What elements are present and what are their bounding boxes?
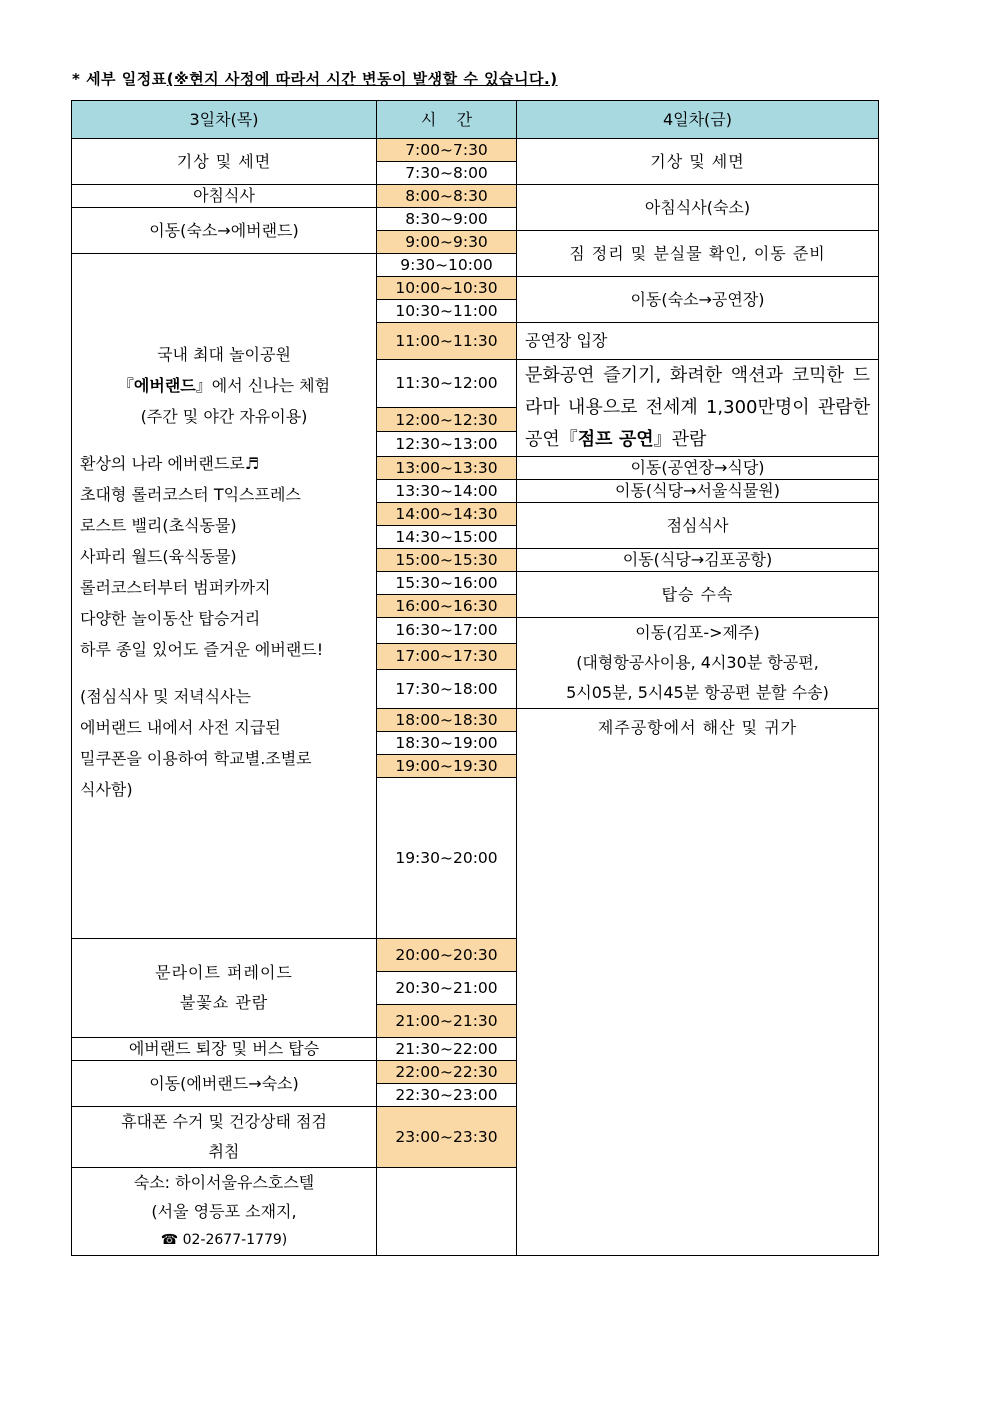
page-title [72, 68, 558, 89]
time-slot: 12:30~13:00 [377, 432, 517, 457]
time-slot: 9:00~9:30 [377, 231, 517, 254]
list-item: 초대형 롤러코스터 T익스프레스 [80, 485, 301, 504]
day4-flight [517, 618, 879, 709]
time-slot: 21:00~21:30 [377, 1005, 517, 1038]
time-slot: 22:30~23:00 [377, 1084, 517, 1107]
day3-breakfast: 아침식사 [72, 185, 377, 208]
everland-line1: 국내 최대 놀이공원 [157, 345, 291, 364]
time-slot: 16:30~17:00 [377, 618, 517, 644]
time-slot: 11:30~12:00 [377, 360, 517, 408]
everland-line3: (주간 및 야간 자유이용) [140, 407, 308, 426]
time-slot: 14:30~15:00 [377, 526, 517, 549]
day4-move-to-restaurant: 이동(공연장→식당) [517, 457, 879, 480]
title-prefix: * 세부 일정표 [72, 70, 167, 88]
header-time: 시 간 [377, 101, 517, 139]
time-slot: 10:00~10:30 [377, 277, 517, 300]
day3-phone-check [72, 1107, 377, 1168]
day4-dismiss: 제주공항에서 해산 및 귀가 [517, 709, 879, 1256]
day3-lodging [72, 1168, 377, 1256]
time-slot: 17:00~17:30 [377, 643, 517, 669]
parade-line2: 불꽃쇼 관람 [179, 993, 269, 1012]
time-slot: 20:00~20:30 [377, 939, 517, 972]
time-slot: 14:00~14:30 [377, 503, 517, 526]
lodging-line2: (서울 영등포 소재지, [151, 1202, 297, 1221]
meal-line: (점심식사 및 저녁식사는 [80, 687, 251, 706]
list-item: 로스트 밸리(초식동물) [80, 516, 237, 535]
time-slot: 22:00~22:30 [377, 1061, 517, 1084]
list-item: 롤러코스터부터 범퍼카까지 [80, 578, 271, 597]
time-slot: 12:00~12:30 [377, 407, 517, 432]
time-slot: 23:00~23:30 [377, 1107, 517, 1168]
everland-line2-rest: 』에서 신나는 체험 [195, 376, 331, 395]
day4-packing: 짐 정리 및 분실물 확인, 이동 준비 [517, 231, 879, 277]
day3-parade [72, 939, 377, 1038]
list-item: 하루 종일 있어도 즐거운 에버랜드! [80, 640, 324, 659]
header-day3: 3일차(목) [72, 101, 377, 139]
title-note: (※현지 사정에 따라서 시간 변동이 발생할 수 있습니다.) [166, 70, 558, 88]
time-slot: 10:30~11:00 [377, 300, 517, 323]
lodging-line3: ☎ 02-2677-1779) [160, 1232, 288, 1248]
flight-line3: 5시05분, 5시45분 항공편 분할 수송) [566, 683, 829, 702]
everland-name: 에버랜드 [133, 376, 196, 395]
day3-move-to-hostel: 이동(에버랜드→숙소) [72, 1061, 377, 1107]
time-slot: 9:30~10:00 [377, 254, 517, 277]
phone-check-line2: 취침 [208, 1142, 240, 1161]
list-item: 다양한 놀이동산 탑승거리 [80, 609, 261, 628]
header-day4: 4일차(금) [517, 101, 879, 139]
meal-line: 에버랜드 내에서 사전 지급된 [80, 718, 281, 737]
day4-move-to-botanic: 이동(식당→서울식물원) [517, 480, 879, 503]
everland-line2 [80, 370, 368, 401]
empty-time-cell [377, 1168, 517, 1256]
phone-check-line1: 휴대폰 수거 및 건강상태 점검 [121, 1112, 327, 1131]
day4-enter-theater: 공연장 입장 [517, 323, 879, 360]
time-slot: 15:00~15:30 [377, 549, 517, 572]
day4-move-to-theater: 이동(숙소→공연장) [517, 277, 879, 323]
time-slot: 20:30~21:00 [377, 972, 517, 1005]
day3-exit: 에버랜드 퇴장 및 버스 탑승 [72, 1038, 377, 1061]
meal-line: 식사함) [80, 780, 133, 799]
time-slot: 21:30~22:00 [377, 1038, 517, 1061]
time-slot: 8:00~8:30 [377, 185, 517, 208]
day4-move-to-gimpo: 이동(식당→김포공항) [517, 549, 879, 572]
list-item: 사파리 월드(육식동물) [80, 547, 237, 566]
day4-breakfast: 아침식사(숙소) [517, 185, 879, 231]
time-slot: 15:30~16:00 [377, 572, 517, 595]
time-slot: 11:00~11:30 [377, 323, 517, 360]
list-item: 환상의 나라 에버랜드로♬ [80, 454, 260, 473]
schedule-table [71, 100, 879, 1256]
show-suffix: 』관람 [653, 429, 707, 450]
flight-line1: 이동(김포->제주) [635, 623, 760, 642]
show-name: 점프 공연 [577, 429, 654, 450]
time-slot: 16:00~16:30 [377, 595, 517, 618]
time-slot: 19:00~19:30 [377, 755, 517, 778]
bracket-open: 『 [117, 376, 134, 395]
day4-lunch: 점심식사 [517, 503, 879, 549]
time-slot: 13:00~13:30 [377, 457, 517, 480]
meal-line: 밀쿠폰을 이용하여 학교별.조별로 [80, 749, 312, 768]
time-slot: 8:30~9:00 [377, 208, 517, 231]
time-slot: 13:30~14:00 [377, 480, 517, 503]
everland-intro [80, 339, 368, 432]
time-slot: 19:30~20:00 [377, 778, 517, 939]
time-slot: 7:30~8:00 [377, 162, 517, 185]
day4-boarding: 탑승 수속 [517, 572, 879, 618]
day3-everland-block [72, 254, 377, 939]
time-slot: 18:00~18:30 [377, 709, 517, 732]
day4-wake: 기상 및 세면 [517, 139, 879, 185]
day3-wake: 기상 및 세면 [72, 139, 377, 185]
parade-line1: 문라이트 퍼레이드 [155, 963, 293, 982]
time-slot: 17:30~18:00 [377, 669, 517, 708]
flight-line2: (대형항공사이용, 4시30분 항공편, [576, 653, 819, 672]
show-desc: 문화공연 즐기기, 화려한 액션과 코믹한 드라마 내용으로 전세계 1,300만명이 관람한 공연『 [525, 365, 870, 450]
lodging-line1: 숙소: 하이서울유스호스텔 [133, 1173, 315, 1192]
time-slot: 18:30~19:00 [377, 732, 517, 755]
everland-meal-note [80, 681, 368, 805]
time-slot: 7:00~7:30 [377, 139, 517, 162]
everland-list [80, 448, 368, 665]
day4-jump-show [517, 360, 879, 457]
day3-move-to-everland: 이동(숙소→에버랜드) [72, 208, 377, 254]
